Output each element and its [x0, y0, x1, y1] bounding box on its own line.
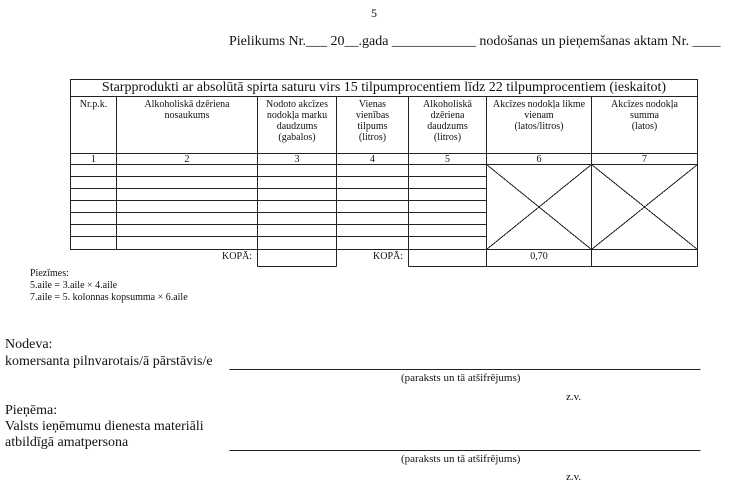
column-header-sum: Akcīzes nodokļa summa (latos)	[611, 99, 678, 132]
column-header-name: Alkoholiskā dzēriena nosaukums	[144, 99, 230, 121]
received-role-line-1: Valsts ieņēmumu dienesta materiāli	[5, 419, 204, 434]
table-title: Starpprodukti ar absolūtā spirta saturu virs 15 tilpumprocentiem līdz 22 tilpumprocentiem (ieskaitot)	[101, 80, 667, 95]
received-signature-caption: (paraksts un tā atšifrējums)	[401, 453, 521, 465]
notes	[30, 268, 188, 304]
handed-over-seal: z.v.	[566, 391, 582, 403]
notes-title: Piezīmes:	[30, 268, 69, 279]
received-seal: z.v.	[566, 471, 582, 483]
column-number-7: 7	[642, 154, 647, 165]
column-number-4: 4	[370, 154, 375, 165]
column-number-6: 6	[536, 154, 542, 165]
note-line-2: 7.aile = 5. kolonnas kopsumma × 6.aile	[30, 292, 188, 303]
handed-over-role: komersanta pilnvarotais/ā pārstāvis/e	[5, 354, 213, 369]
page-number: 5	[371, 6, 377, 20]
total-label-quantity: KOPĀ:	[373, 251, 404, 262]
column-number-5: 5	[445, 154, 450, 165]
received-role-line-2: atbildīgā amatpersona	[5, 435, 129, 450]
column-number-3: 3	[294, 154, 300, 165]
note-line-1: 5.aile = 3.aile × 4.aile	[30, 280, 118, 291]
handed-over-signature-caption: (paraksts un tā atšifrējums)	[401, 372, 521, 384]
column-header-stamps: Nodoto akcīzes nodokļa marku daudzums (gabalos)	[266, 99, 328, 143]
column-header-nr: Nr.p.k.	[79, 99, 108, 110]
column-header-rate: Akcīzes nodokļa likme vienam (latos/litros)	[492, 99, 586, 132]
annex-header: Pielikums Nr.___ 20__.gada ____________ nodošanas un pieņemšanas aktam Nr. ____	[229, 34, 721, 49]
total-label-stamps: KOPĀ:	[222, 251, 253, 262]
received-label: Pieņēma:	[5, 403, 58, 418]
handed-over-label: Nodeva:	[5, 337, 53, 352]
column-header-quantity: Alkoholiskā dzēriena daudzums (litros)	[423, 99, 472, 143]
tax-rate-value: 0,70	[530, 251, 548, 262]
column-number-1: 1	[91, 154, 96, 165]
column-number-2: 2	[184, 154, 190, 165]
column-header-unit-volume: Vienas vienības tilpums (litros)	[355, 99, 390, 143]
